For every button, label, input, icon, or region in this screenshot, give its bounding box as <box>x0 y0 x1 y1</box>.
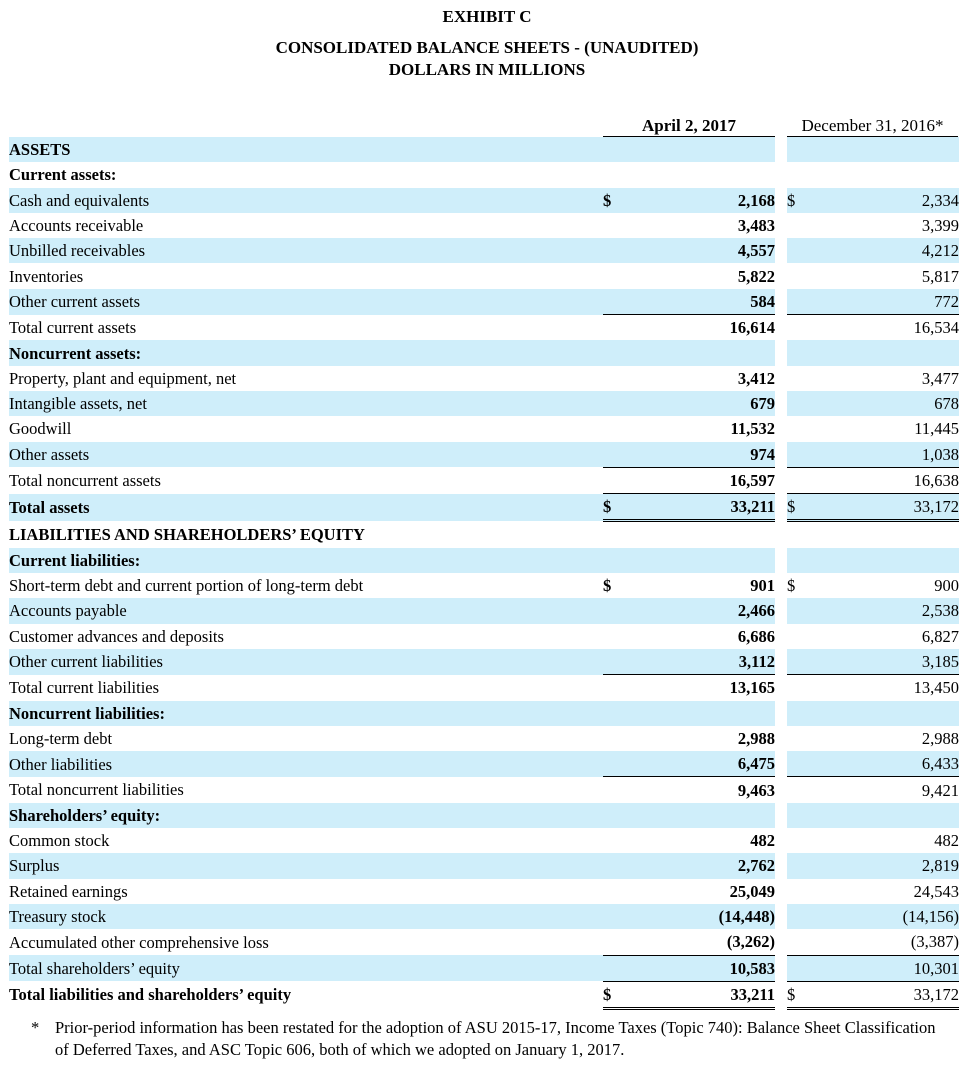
current-value: 6,475 <box>647 751 775 777</box>
table-row <box>9 137 959 162</box>
row-label: Cash and equivalents <box>9 188 603 213</box>
prior-value: 3,477 <box>921 368 959 388</box>
footnote-text: Prior-period information has been restated for the adoption of ASU 2015-17, Income Taxes (Topic 740): Balance Sheet Classification of Deferred Taxes, and ASC Topic 606, both of which we adopted on January 1, 2017. <box>55 1018 936 1059</box>
row-label: Common stock <box>9 831 110 851</box>
column-gap <box>775 162 787 187</box>
prior-value: 24,543 <box>913 881 959 901</box>
current-value: 33,211 <box>647 981 775 1008</box>
prior-value: (14,156) <box>817 904 959 929</box>
table-row <box>9 366 959 391</box>
prior-dollar-sign <box>787 137 817 162</box>
table-row <box>9 238 959 263</box>
current-value: 16,614 <box>647 315 775 341</box>
row-label: ASSETS <box>9 137 603 162</box>
table-row <box>9 416 959 441</box>
prior-dollar-sign <box>787 416 817 441</box>
prior-value: 33,172 <box>817 981 959 1008</box>
statement-subtitle: DOLLARS IN MILLIONS <box>388 60 586 79</box>
column-gap <box>775 137 787 162</box>
prior-dollar-sign <box>787 340 817 365</box>
current-value: 3,412 <box>737 368 775 388</box>
column-gap <box>775 675 787 701</box>
table-row <box>9 929 959 955</box>
current-value: 584 <box>647 289 775 315</box>
row-label: Long-term debt <box>9 728 113 748</box>
current-dollar-sign <box>603 803 647 828</box>
current-value <box>647 803 775 828</box>
current-dollar-sign <box>603 289 647 315</box>
current-value: 9,463 <box>647 777 775 803</box>
row-label: Surplus <box>9 853 603 878</box>
row-label: Unbilled receivables <box>9 238 603 263</box>
table-row <box>9 828 959 853</box>
current-dollar-sign <box>603 416 647 441</box>
current-dollar-sign <box>603 726 647 751</box>
prior-value: 33,172 <box>817 494 959 521</box>
current-dollar-sign <box>603 366 647 391</box>
row-label: Inventories <box>9 266 84 286</box>
column-gap <box>775 726 787 751</box>
current-dollar-sign <box>603 315 647 341</box>
column-gap <box>775 213 787 238</box>
table-row <box>9 853 959 878</box>
prior-dollar-sign <box>787 238 817 263</box>
column-gap <box>775 467 787 493</box>
row-label: Noncurrent assets: <box>9 340 603 365</box>
prior-value: 2,334 <box>817 188 959 213</box>
column-gap <box>775 929 787 955</box>
prior-dollar-sign <box>787 213 817 238</box>
column-gap <box>775 238 787 263</box>
column-gap <box>775 981 787 1008</box>
row-label: Other current liabilities <box>9 649 603 675</box>
current-dollar-sign <box>603 548 647 573</box>
current-dollar-sign <box>603 213 647 238</box>
row-label: Goodwill <box>9 419 72 439</box>
table-row <box>9 701 959 726</box>
table-row <box>9 726 959 751</box>
current-value: 10,583 <box>647 955 775 981</box>
column-gap <box>775 521 787 548</box>
current-dollar-sign <box>603 238 647 263</box>
current-value: 2,466 <box>647 598 775 623</box>
column-gap <box>775 573 787 598</box>
row-label: Noncurrent liabilities: <box>9 701 603 726</box>
current-value: 679 <box>647 391 775 416</box>
current-value: 3,483 <box>737 216 775 236</box>
table-row <box>9 467 959 493</box>
prior-value: 16,534 <box>817 315 959 341</box>
row-label: Total current assets <box>9 317 137 337</box>
prior-value <box>817 340 959 365</box>
statement-title: CONSOLIDATED BALANCE SHEETS - (UNAUDITED) <box>275 38 699 57</box>
prior-value: 9,421 <box>817 777 959 803</box>
current-dollar-sign <box>603 624 647 649</box>
row-label: Other assets <box>9 442 603 468</box>
prior-dollar-sign: $ <box>787 494 817 521</box>
prior-dollar-sign <box>787 904 817 929</box>
current-value: 11,532 <box>730 419 775 439</box>
current-value: 25,049 <box>729 881 775 901</box>
prior-value <box>817 701 959 726</box>
column-gap <box>775 442 787 468</box>
prior-dollar-sign <box>787 624 817 649</box>
row-label: Treasury stock <box>9 904 603 929</box>
column-gap <box>775 777 787 803</box>
column-gap <box>775 904 787 929</box>
current-value: 3,112 <box>647 649 775 675</box>
table-row <box>9 803 959 828</box>
table-row <box>9 213 959 238</box>
table-row <box>9 598 959 623</box>
prior-dollar-sign <box>787 598 817 623</box>
current-dollar-sign <box>603 649 647 675</box>
row-label: Accumulated other comprehensive loss <box>9 932 269 952</box>
prior-value <box>817 548 959 573</box>
current-dollar-sign <box>603 340 647 365</box>
prior-value: 4,212 <box>817 238 959 263</box>
current-dollar-sign <box>603 442 647 468</box>
row-label: Total shareholders’ equity <box>9 955 603 981</box>
prior-value: 3,185 <box>817 649 959 675</box>
current-dollar-sign: $ <box>603 188 647 213</box>
prior-value: 482 <box>934 831 959 851</box>
current-value <box>647 701 775 726</box>
balance-sheet-body <box>9 137 959 1009</box>
prior-dollar-sign <box>787 289 817 315</box>
prior-dollar-sign <box>787 675 817 701</box>
row-label: Total current liabilities <box>9 678 160 698</box>
current-dollar-sign <box>603 598 647 623</box>
table-row <box>9 442 959 468</box>
prior-value: 13,450 <box>817 675 959 701</box>
current-value <box>647 548 775 573</box>
current-value <box>647 340 775 365</box>
table-row <box>9 494 959 521</box>
prior-value <box>817 803 959 828</box>
prior-dollar-sign <box>787 649 817 675</box>
prior-dollar-sign <box>787 751 817 777</box>
row-label: Total noncurrent liabilities <box>9 780 184 800</box>
prior-dollar-sign: $ <box>787 576 796 596</box>
table-row <box>9 188 959 213</box>
balance-sheet-table <box>9 137 959 1010</box>
prior-dollar-sign <box>787 853 817 878</box>
current-value: 16,597 <box>647 467 775 493</box>
current-value: 482 <box>750 831 775 851</box>
current-dollar-sign <box>603 162 647 187</box>
row-label: Customer advances and deposits <box>9 626 224 646</box>
table-row <box>9 573 959 598</box>
prior-value <box>817 162 959 187</box>
column-gap <box>775 340 787 365</box>
prior-dollar-sign <box>787 726 817 751</box>
column-gap <box>775 598 787 623</box>
column-gap <box>775 649 787 675</box>
prior-dollar-sign <box>787 701 817 726</box>
table-row <box>9 548 959 573</box>
column-gap <box>775 366 787 391</box>
row-label: Total noncurrent assets <box>9 471 161 490</box>
current-value: 4,557 <box>647 238 775 263</box>
prior-value: 678 <box>817 391 959 416</box>
current-dollar-sign <box>603 391 647 416</box>
current-dollar-sign <box>603 137 647 162</box>
column-gap <box>775 494 787 521</box>
column-gap <box>775 391 787 416</box>
prior-dollar-sign <box>787 828 817 853</box>
current-value: 2,168 <box>647 188 775 213</box>
current-dollar-sign <box>603 675 647 701</box>
prior-value: 2,819 <box>817 853 959 878</box>
prior-dollar-sign <box>787 315 817 341</box>
prior-dollar-sign <box>787 467 817 493</box>
column-gap <box>775 879 787 904</box>
prior-value: 10,301 <box>817 955 959 981</box>
current-value: 2,988 <box>737 728 775 748</box>
current-value: 5,822 <box>737 266 775 286</box>
column-gap <box>775 828 787 853</box>
prior-value: (3,387) <box>910 932 959 952</box>
column-gap <box>775 416 787 441</box>
current-value: 6,686 <box>737 626 775 646</box>
prior-value <box>817 521 959 548</box>
row-label: Total liabilities and shareholders’ equity <box>9 985 292 1005</box>
row-label: LIABILITIES AND SHAREHOLDERS’ EQUITY <box>9 524 365 544</box>
prior-dollar-sign <box>787 929 817 955</box>
row-label: Intangible assets, net <box>9 391 603 416</box>
current-value: (14,448) <box>647 904 775 929</box>
current-dollar-sign: $ <box>603 494 647 521</box>
prior-dollar-sign <box>787 366 817 391</box>
current-value <box>647 521 775 548</box>
current-dollar-sign: $ <box>603 576 612 596</box>
column-gap <box>775 701 787 726</box>
table-row <box>9 751 959 777</box>
column-gap <box>775 263 787 288</box>
column-gap <box>775 188 787 213</box>
table-row <box>9 391 959 416</box>
current-value <box>647 162 775 187</box>
current-dollar-sign <box>603 751 647 777</box>
prior-value: 16,638 <box>817 467 959 493</box>
prior-dollar-sign <box>787 521 817 548</box>
row-label: Short-term debt and current portion of long-term debt <box>9 576 364 596</box>
current-value: 33,211 <box>647 494 775 521</box>
prior-dollar-sign <box>787 955 817 981</box>
current-dollar-sign <box>603 828 647 853</box>
table-row <box>9 981 959 1008</box>
row-label: Total assets <box>9 494 603 521</box>
prior-dollar-sign: $ <box>787 981 817 1008</box>
prior-value: 2,988 <box>921 728 959 748</box>
prior-dollar-sign <box>787 803 817 828</box>
table-row <box>9 315 959 341</box>
current-dollar-sign <box>603 853 647 878</box>
current-value: 13,165 <box>647 675 775 701</box>
prior-value <box>817 137 959 162</box>
prior-value: 5,817 <box>921 266 959 286</box>
current-dollar-sign <box>603 521 647 548</box>
footnote <box>31 1017 951 1061</box>
footnote-marker: * <box>31 1018 40 1037</box>
current-dollar-sign <box>603 929 647 955</box>
row-label: Other liabilities <box>9 751 603 777</box>
prior-value: 772 <box>817 289 959 315</box>
table-row <box>9 904 959 929</box>
current-value: 2,762 <box>647 853 775 878</box>
prior-dollar-sign <box>787 879 817 904</box>
current-value: 901 <box>750 576 775 596</box>
column-gap <box>775 548 787 573</box>
table-row <box>9 955 959 981</box>
current-dollar-sign <box>603 955 647 981</box>
prior-dollar-sign <box>787 391 817 416</box>
row-label: Current assets: <box>9 165 117 185</box>
prior-value: 3,399 <box>921 216 959 236</box>
prior-dollar-sign <box>787 548 817 573</box>
row-label: Retained earnings <box>9 881 128 901</box>
prior-dollar-sign <box>787 442 817 468</box>
current-value <box>647 137 775 162</box>
current-dollar-sign <box>603 777 647 803</box>
column-gap <box>775 315 787 341</box>
table-row <box>9 340 959 365</box>
table-row <box>9 777 959 803</box>
current-value: 974 <box>647 442 775 468</box>
column-gap <box>775 955 787 981</box>
row-label: Property, plant and equipment, net <box>9 368 237 388</box>
current-dollar-sign <box>603 263 647 288</box>
current-dollar-sign <box>603 467 647 493</box>
prior-value: 11,445 <box>914 419 959 439</box>
prior-value: 900 <box>934 576 959 596</box>
current-dollar-sign: $ <box>603 981 647 1008</box>
row-label: Current liabilities: <box>9 548 603 573</box>
table-row <box>9 675 959 701</box>
prior-dollar-sign <box>787 777 817 803</box>
table-row <box>9 263 959 288</box>
current-dollar-sign <box>603 701 647 726</box>
table-row <box>9 521 959 548</box>
table-row <box>9 289 959 315</box>
prior-dollar-sign <box>787 263 817 288</box>
current-dollar-sign <box>603 879 647 904</box>
column-gap <box>775 289 787 315</box>
row-label: Other current assets <box>9 289 603 315</box>
row-label: Accounts receivable <box>9 216 144 236</box>
table-row <box>9 649 959 675</box>
prior-value: 6,827 <box>921 626 959 646</box>
prior-value: 6,433 <box>817 751 959 777</box>
exhibit-label: EXHIBIT C <box>442 7 532 26</box>
column-gap <box>775 624 787 649</box>
column-header-current: April 2, 2017 <box>603 115 775 137</box>
table-row <box>9 162 959 187</box>
column-gap <box>775 751 787 777</box>
prior-dollar-sign: $ <box>787 188 817 213</box>
current-dollar-sign <box>603 904 647 929</box>
prior-value: 1,038 <box>817 442 959 468</box>
row-label: Shareholders’ equity: <box>9 803 603 828</box>
current-value: (3,262) <box>726 932 775 952</box>
table-row <box>9 879 959 904</box>
column-gap <box>775 803 787 828</box>
column-gap <box>775 853 787 878</box>
prior-dollar-sign <box>787 162 817 187</box>
prior-value: 2,538 <box>817 598 959 623</box>
column-header-prior: December 31, 2016* <box>787 115 958 137</box>
row-label: Accounts payable <box>9 598 603 623</box>
table-row <box>9 624 959 649</box>
